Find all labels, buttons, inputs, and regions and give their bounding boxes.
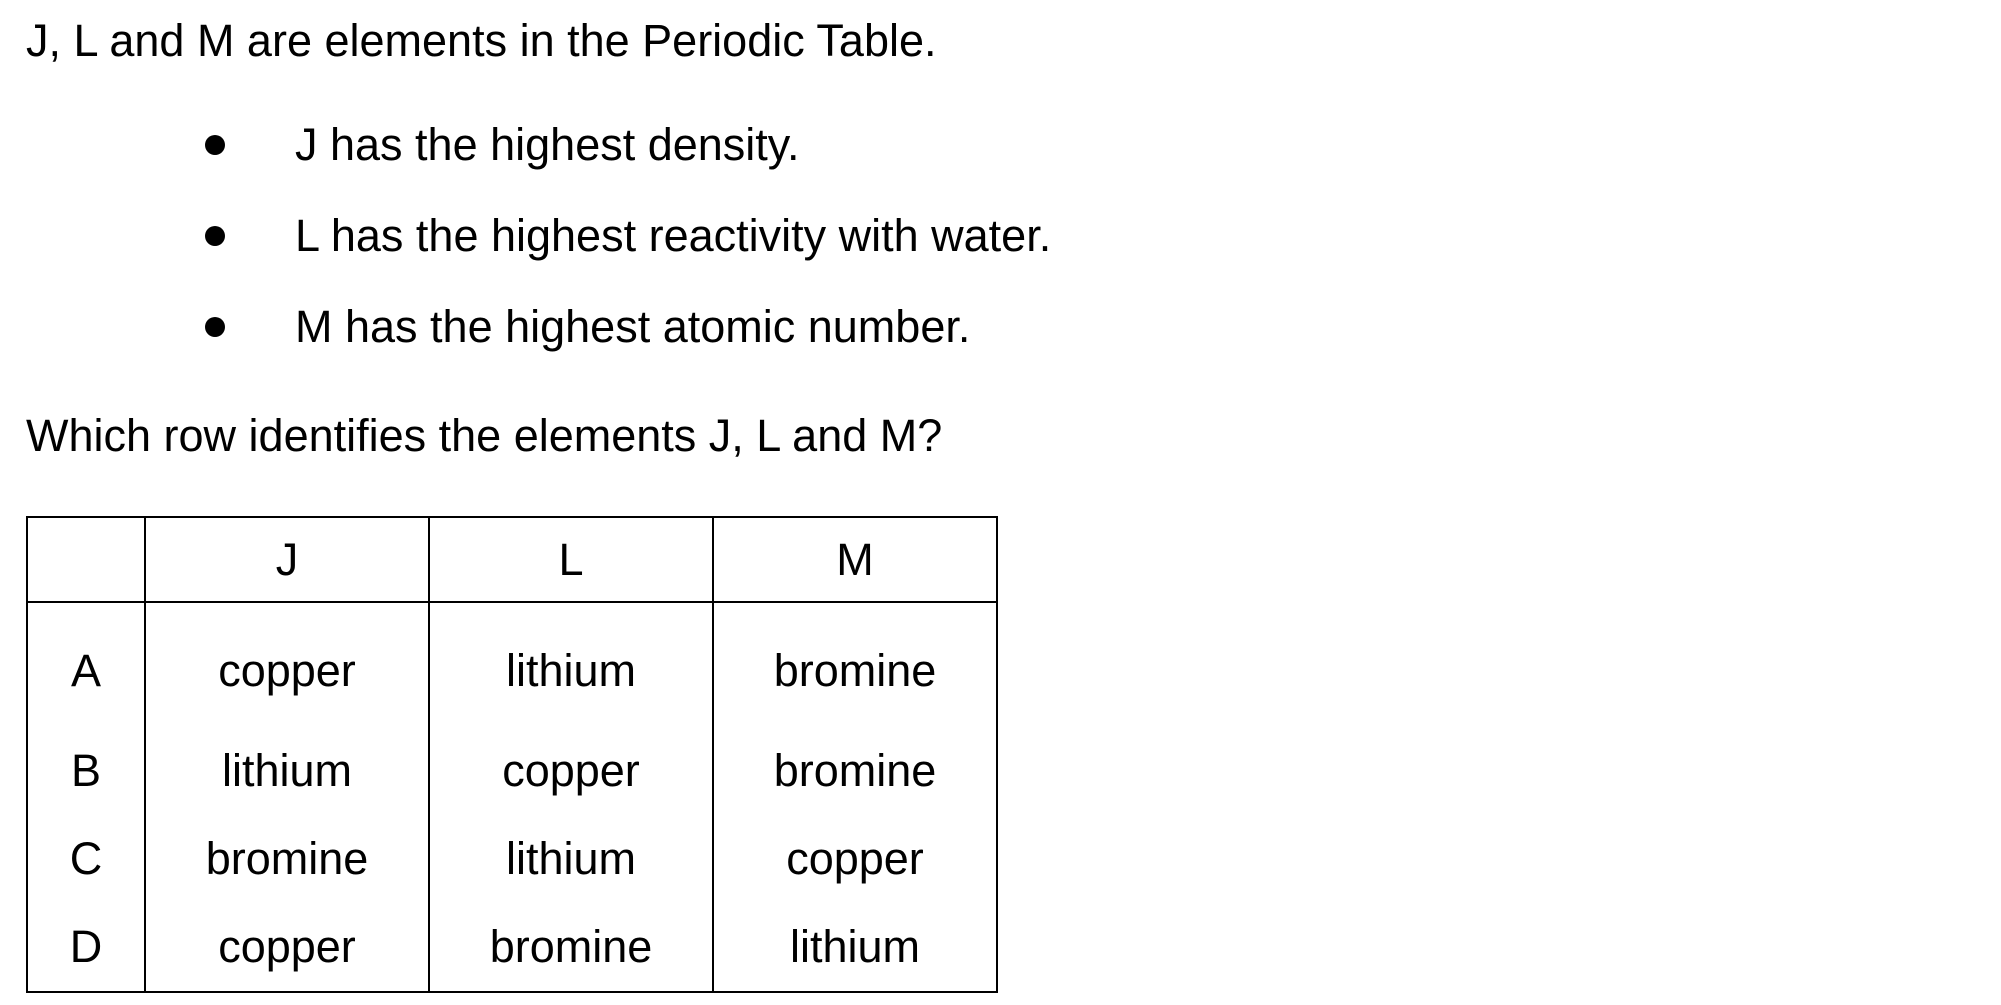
intro-text: J, L and M are elements in the Periodic Table. [26, 15, 937, 66]
table-row-d [27, 903, 997, 992]
table-cell: bromine [145, 815, 429, 903]
table-header-row [27, 517, 997, 602]
header-cell-l: L [429, 517, 713, 602]
table-cell: copper [429, 727, 713, 815]
table-cell: lithium [145, 727, 429, 815]
answer-table [26, 516, 998, 993]
table-cell: bromine [713, 602, 997, 727]
table-cell: copper [145, 602, 429, 727]
bullet-dot-icon [205, 226, 225, 246]
table-cell: bromine [713, 727, 997, 815]
bullet-dot-icon [205, 135, 225, 155]
row-key-cell: D [27, 903, 145, 992]
table-cell: lithium [429, 815, 713, 903]
header-cell-j: J [145, 517, 429, 602]
table-row-a [27, 602, 997, 727]
row-key-cell: A [27, 602, 145, 727]
bullet-dot-icon [205, 317, 225, 337]
table-cell: copper [145, 903, 429, 992]
table-row-b [27, 727, 997, 815]
row-key-cell: C [27, 815, 145, 903]
header-cell-blank [27, 517, 145, 602]
row-key-cell: B [27, 727, 145, 815]
table-cell: copper [713, 815, 997, 903]
question-text: Which row identifies the elements J, L and M? [26, 410, 943, 461]
table-row-c [27, 815, 997, 903]
table-cell: bromine [429, 903, 713, 992]
bullet-text: M has the highest atomic number. [295, 301, 971, 352]
bullet-text: J has the highest density. [295, 119, 800, 170]
table-cell: lithium [429, 602, 713, 727]
header-cell-m: M [713, 517, 997, 602]
table-cell: lithium [713, 903, 997, 992]
bullet-text: L has the highest reactivity with water. [295, 210, 1052, 261]
